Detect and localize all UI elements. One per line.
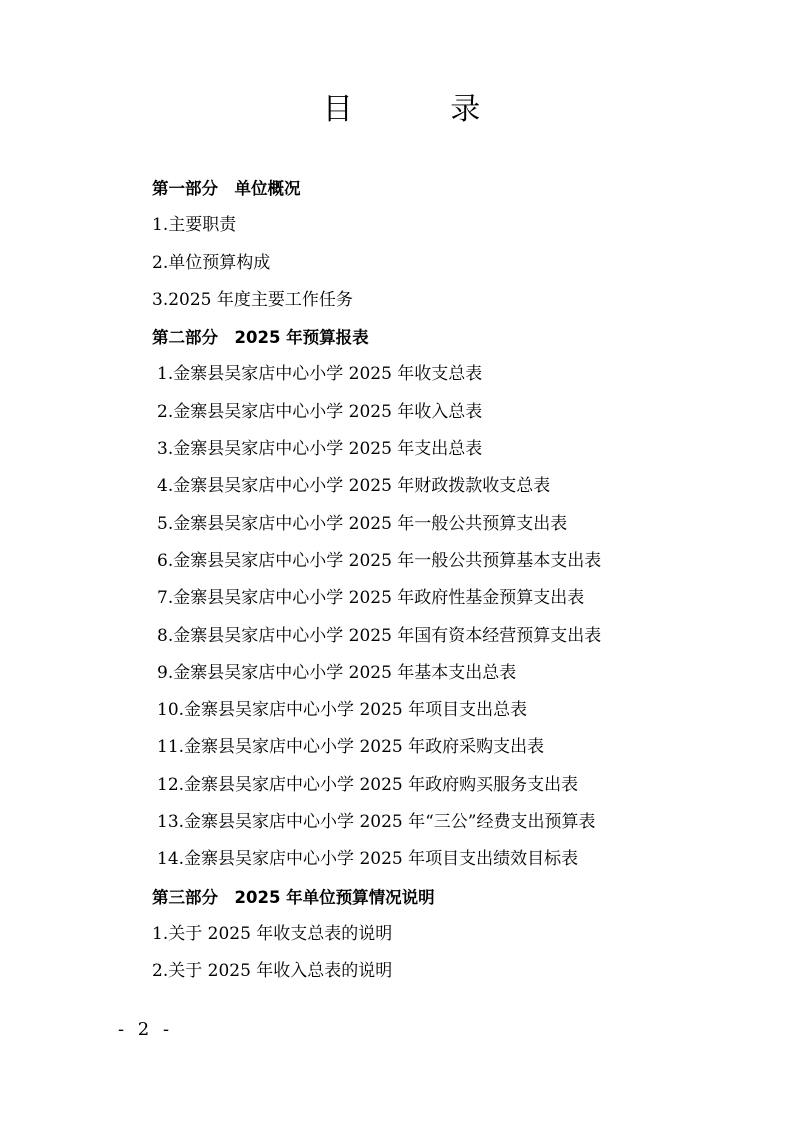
- toc-entry: 2.单位预算构成: [152, 252, 271, 273]
- toc-entry: 3.金寨县吴家店中心小学 2025 年支出总表: [157, 439, 483, 460]
- toc-entry: 13.金寨县吴家店中心小学 2025 年“三公”经费支出预算表: [157, 812, 596, 833]
- toc-entry: 1.金寨县吴家店中心小学 2025 年收支总表: [157, 364, 483, 385]
- toc-entry: 8.金寨县吴家店中心小学 2025 年国有资本经营预算支出表: [157, 625, 602, 646]
- toc-part-heading: 第一部分 单位概况: [152, 179, 301, 198]
- toc-entry: 9.金寨县吴家店中心小学 2025 年基本支出总表: [157, 662, 517, 683]
- toc-entry: 10.金寨县吴家店中心小学 2025 年项目支出总表: [157, 700, 528, 721]
- toc-entry: 7.金寨县吴家店中心小学 2025 年政府性基金预算支出表: [157, 588, 585, 609]
- table-of-contents: [152, 170, 752, 991]
- toc-entry: 11.金寨县吴家店中心小学 2025 年政府采购支出表: [157, 737, 545, 758]
- toc-part-heading: 第二部分 2025 年预算报表: [152, 328, 369, 348]
- page-title: 目 录: [322, 92, 525, 127]
- toc-entry: 2.金寨县吴家店中心小学 2025 年收入总表: [157, 401, 483, 422]
- toc-entry: 3.2025 年度主要工作任务: [152, 289, 353, 310]
- toc-part-heading: 第三部分 2025 年单位预算情况说明: [152, 887, 435, 907]
- toc-entry: 14.金寨县吴家店中心小学 2025 年项目支出绩效目标表: [157, 849, 579, 870]
- toc-entry: 12.金寨县吴家店中心小学 2025 年政府购买服务支出表: [157, 774, 579, 795]
- toc-entry: 2.关于 2025 年收入总表的说明: [152, 961, 393, 982]
- toc-entry: 6.金寨县吴家店中心小学 2025 年一般公共预算基本支出表: [157, 550, 602, 571]
- toc-entry: 1.关于 2025 年收支总表的说明: [152, 923, 393, 944]
- page-number: - 2 -: [118, 1019, 174, 1040]
- toc-entry: 1.主要职责: [152, 215, 237, 236]
- toc-entry: 4.金寨县吴家店中心小学 2025 年财政拨款收支总表: [157, 476, 551, 497]
- toc-entry: 5.金寨县吴家店中心小学 2025 年一般公共预算支出表: [157, 513, 568, 534]
